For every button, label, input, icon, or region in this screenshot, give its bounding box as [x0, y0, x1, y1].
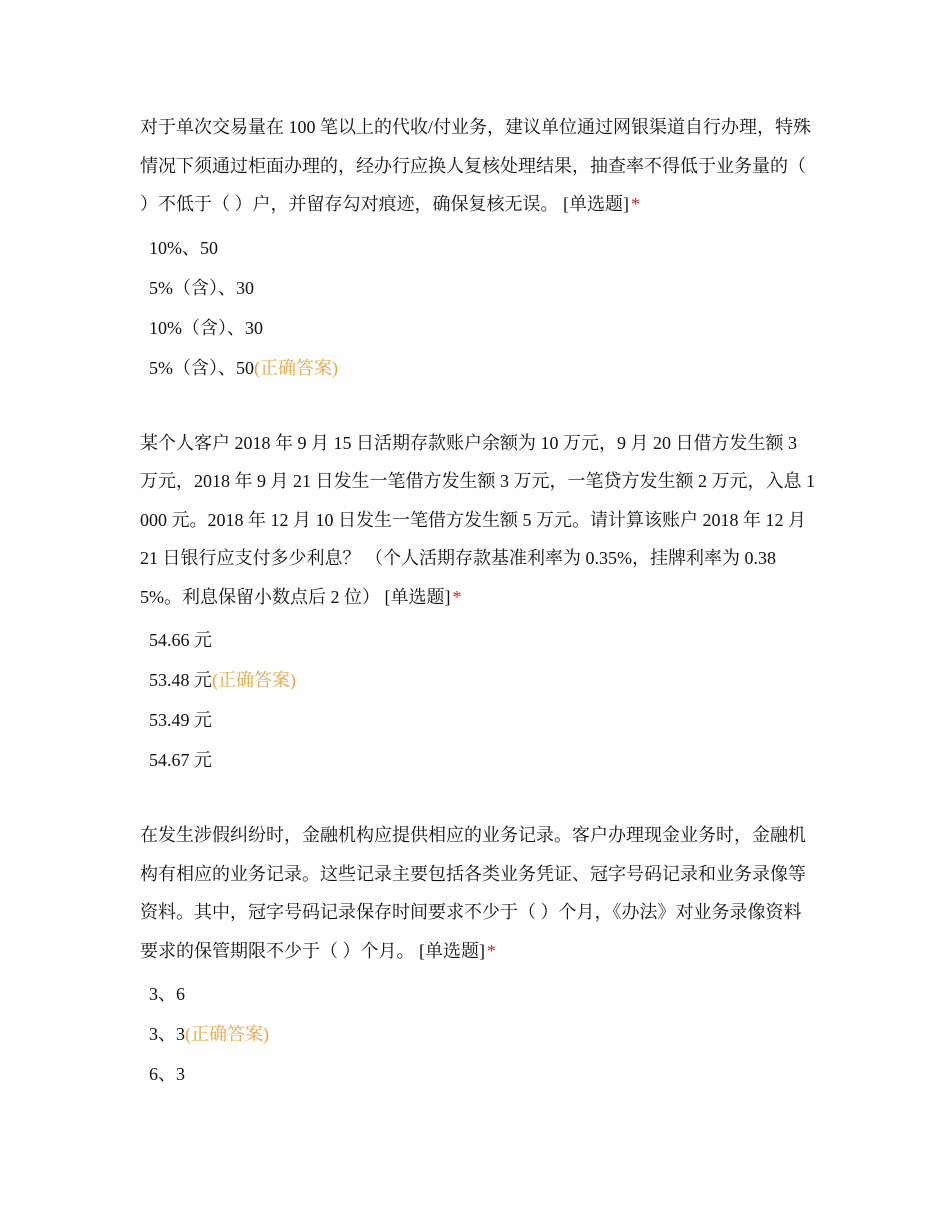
correct-answer-marker: (正确答案) — [254, 357, 338, 378]
option-item[interactable] — [149, 1054, 815, 1094]
option-item[interactable] — [149, 700, 815, 740]
option-item[interactable] — [149, 974, 815, 1014]
question-2 — [140, 424, 815, 781]
option-item[interactable] — [149, 1014, 815, 1054]
option-text: 53.49 元 — [149, 710, 212, 730]
quiz-document — [140, 108, 815, 1130]
correct-answer-marker: (正确答案) — [185, 1024, 269, 1044]
option-text: 10%（含）、30 — [149, 317, 263, 338]
option-text: 5%（含）、50 — [149, 357, 254, 378]
option-list — [140, 620, 815, 780]
option-item[interactable] — [149, 620, 815, 660]
option-text: 3、3 — [149, 1024, 185, 1044]
option-text: 6、3 — [149, 1064, 185, 1084]
question-1 — [140, 108, 815, 388]
question-stem — [140, 816, 815, 970]
question-text: 在发生涉假纠纷时，金融机构应提供相应的业务记录。客户办理现金业务时，金融机构有相应的业务记录。这些记录主要包括各类业务凭证、冠字号码记录和业务录像等资料。其中，冠字号码记录保存时间要求不少于（ ）个月，《办法》对业务录像资料要求的保管期限不少于（ ）个月。 [单选题] — [140, 825, 806, 961]
option-text: 3、6 — [149, 984, 185, 1004]
option-item[interactable] — [149, 228, 815, 268]
option-item[interactable] — [149, 660, 815, 700]
option-list — [140, 228, 815, 388]
question-stem — [140, 108, 815, 224]
option-text: 54.67 元 — [149, 750, 212, 770]
option-item[interactable] — [149, 348, 815, 388]
option-item[interactable] — [149, 740, 815, 780]
option-item[interactable] — [149, 308, 815, 348]
option-text: 10%、50 — [149, 237, 218, 258]
option-text: 53.48 元 — [149, 670, 212, 690]
option-list — [140, 974, 815, 1094]
required-marker: * — [452, 586, 462, 607]
question-stem — [140, 424, 815, 617]
question-text: 某个人客户 2018 年 9 月 15 日活期存款账户余额为 10 万元，9 月 20 日借方发生额 3 万元，2018 年 9 月 21 日发生一笔借方发生额 3 万元，一笔贷方发生额 2 万元，入息 1000 元。2018 年 12 月 10 日发生一笔借方发生额 5 万元。请计算该账户 2018 年 12 月 21 日银行应支付多少利息？ （个人活期存款基准利率为 0.35%，挂牌利率为 0.385%。利息保留小数点后 2 位） [单选题] — [140, 432, 815, 607]
question-text: 对于单次交易量在 100 笔以上的代收/付业务，建议单位通过网银渠道自行办理，特殊情况下须通过柜面办理的，经办行应换人复核处理结果，抽查率不得低于业务量的（ ）不低于（ ）户，并留存勾对痕迹，确保复核无误。 [单选题] — [140, 117, 811, 214]
option-text: 5%（含）、30 — [149, 277, 254, 298]
correct-answer-marker: (正确答案) — [212, 670, 296, 690]
required-marker: * — [631, 194, 640, 214]
question-3 — [140, 816, 815, 1094]
required-marker: * — [487, 940, 496, 961]
option-item[interactable] — [149, 268, 815, 308]
option-text: 54.66 元 — [149, 630, 212, 650]
